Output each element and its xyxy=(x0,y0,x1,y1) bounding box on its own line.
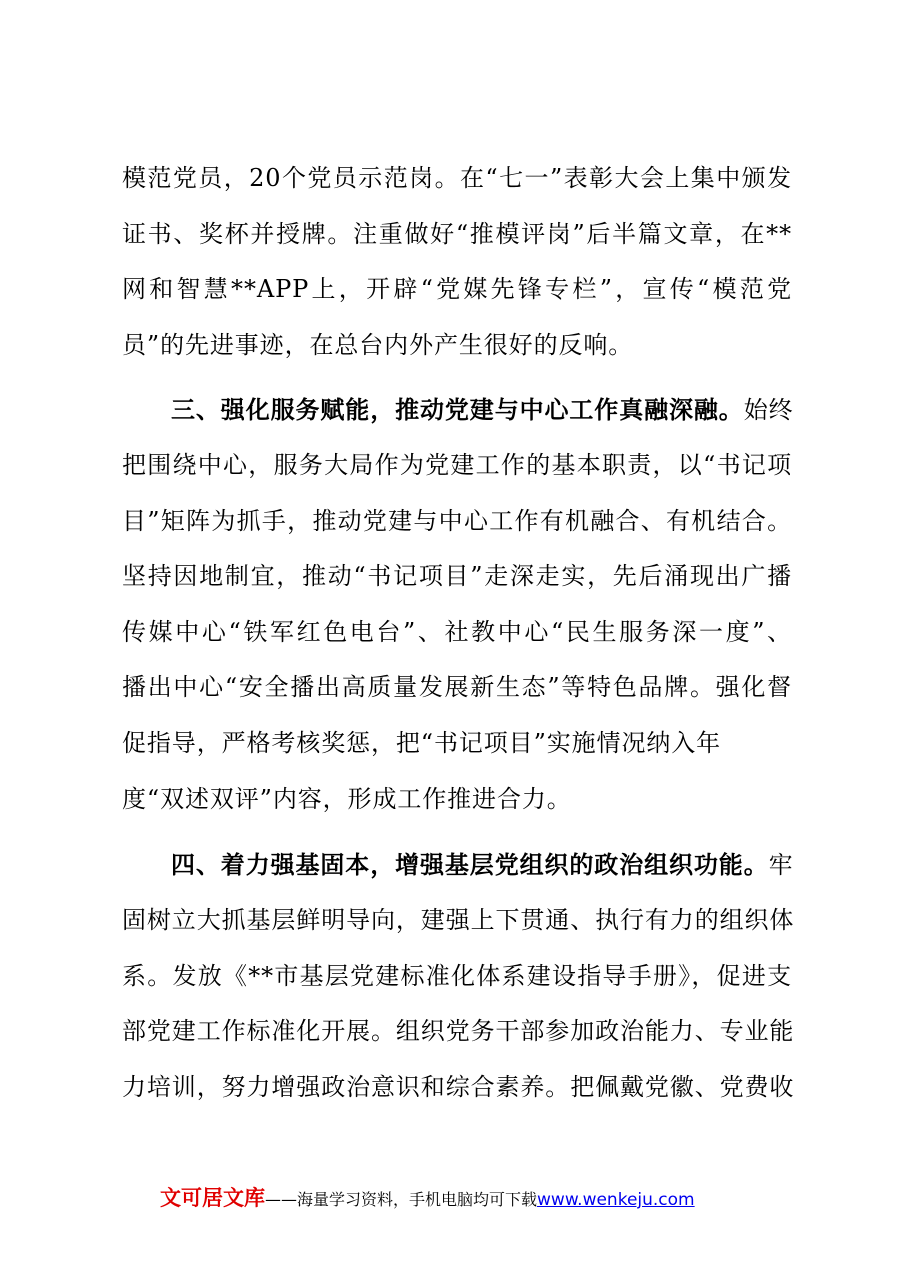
paragraph-line: 系。发放《**市基层党建标准化体系建设指导手册》，促进支 xyxy=(122,962,792,990)
section-3-first-line xyxy=(171,390,792,430)
paragraph-line: 证书、奖杯并授牌。注重做好“推模评岗”后半篇文章，在** xyxy=(122,220,792,248)
footer-brand: 文可居文库 xyxy=(160,1186,265,1210)
paragraph-line: 播出中心“安全播出高质量发展新生态”等特色品牌。强化督 xyxy=(122,673,792,701)
paragraph-line: 固树立大抓基层鲜明导向，建强上下贯通、执行有力的组织体 xyxy=(122,906,795,934)
section-4-first-line xyxy=(171,845,792,885)
footer-banner xyxy=(160,1183,695,1213)
paragraph-line: 传媒中心“铁军红色电台”、社教中心“民生服务深一度”、 xyxy=(122,618,792,646)
section-3-heading-tail: 始终 xyxy=(743,396,794,424)
paragraph-line: 度“双述双评”内容，形成工作推进合力。 xyxy=(122,785,572,813)
paragraph-line: 坚持因地制宜，推动“书记项目”走深走实，先后涌现出广播 xyxy=(122,562,792,590)
paragraph-line: 员”的先进事迹，在总台内外产生很好的反响。 xyxy=(122,331,634,359)
section-3-heading: 三、强化服务赋能，推动党建与中心工作真融深融。 xyxy=(171,396,744,424)
paragraph-line: 部党建工作标准化开展。组织党务干部参加政治能力、专业能 xyxy=(122,1017,795,1045)
paragraph-line: 模范党员，20个党员示范岗。在“七一”表彰大会上集中颁发 xyxy=(122,164,792,192)
paragraph-line: 促指导，严格考核奖惩，把“书记项目”实施情况纳入年 xyxy=(122,729,722,757)
paragraph-line: 目”矩阵为抓手，推动党建与中心工作有机融合、有机结合。 xyxy=(122,507,792,535)
footer-link[interactable]: www.wenkeju.com xyxy=(537,1190,695,1210)
section-4-heading-tail: 牢 xyxy=(768,851,794,879)
section-4-heading: 四、着力强基固本，增强基层党组织的政治组织功能。 xyxy=(171,851,769,879)
paragraph-line: 把围绕中心，服务大局作为党建工作的基本职责，以“书记项 xyxy=(122,451,792,479)
footer-slogan: ——海量学习资料，手机电脑均可下载 xyxy=(265,1190,538,1209)
paragraph-line: 力培训，努力增强政治意识和综合素养。把佩戴党徽、党费收 xyxy=(122,1073,795,1101)
paragraph-line: 网和智慧**APP上，开辟“党媒先锋专栏”，宣传“模范党 xyxy=(122,275,792,303)
